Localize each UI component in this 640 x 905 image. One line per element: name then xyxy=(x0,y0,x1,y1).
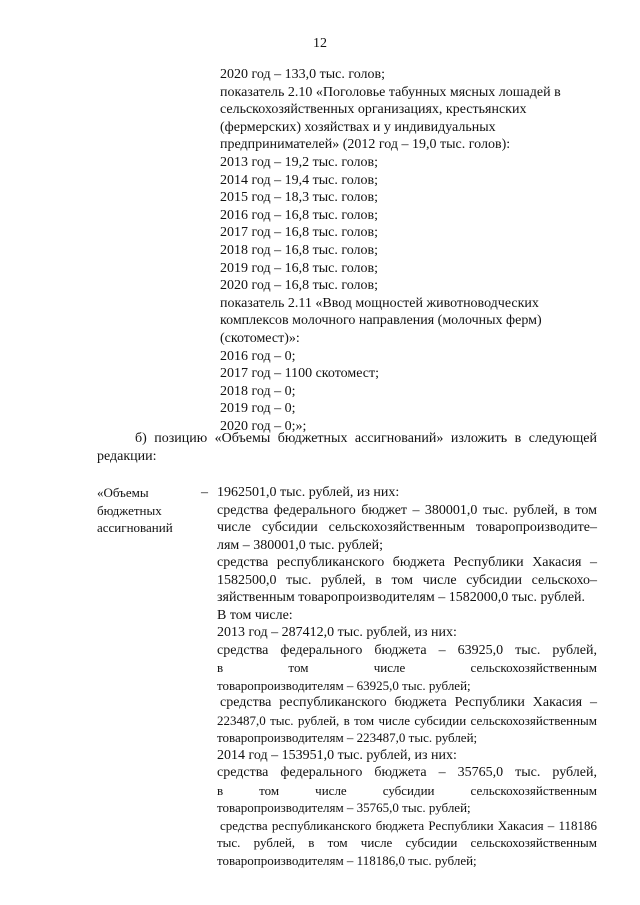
budget-label-line: бюджетных xyxy=(97,502,162,518)
budget-line: лям – 380001,0 тыс. рублей; xyxy=(217,537,384,553)
instruction-line: б) позицию «Объемы бюджетных ассигнований» изложить в следующей xyxy=(135,431,597,446)
budget-line: числе субсидии сельскохозяйственным товаропроизводите– xyxy=(217,520,597,535)
budget-line: средства республиканского бюджета Республики Хакасия – xyxy=(217,555,597,570)
indicator-line: 2016 год – 16,8 тыс. голов; xyxy=(220,207,379,223)
indicator-line: 2014 год – 19,4 тыс. голов; xyxy=(220,172,379,188)
budget-line: в том числе субсидии сельскохозяйственным xyxy=(217,782,597,798)
indicator-line: 2018 год – 0; xyxy=(220,383,296,399)
indicator-line: показатель 2.11 «Ввод мощностей животноводческих xyxy=(220,295,539,311)
indicator-line: 2019 год – 16,8 тыс. голов; xyxy=(220,260,379,276)
budget-line: товаропроизводителям – 63925,0 тыс. рублей; xyxy=(217,677,471,693)
instruction-line: редакции: xyxy=(97,448,157,464)
indicator-line: (скотомест)»: xyxy=(220,330,300,346)
indicator-line: сельскохозяйственных организациях, крестьянских xyxy=(220,102,527,118)
indicator-line: показатель 2.10 «Поголовье табунных мясных лошадей в xyxy=(220,84,561,100)
page-number: 12 xyxy=(313,36,327,51)
indicator-line: 2020 год – 0;»; xyxy=(220,418,307,434)
indicator-line: комплексов молочного направления (молочных ферм) xyxy=(220,313,542,329)
indicator-line: 2017 год – 16,8 тыс. голов; xyxy=(220,225,379,241)
indicator-line: 2015 год – 18,3 тыс. голов; xyxy=(220,190,379,206)
budget-line: зяйственным товаропроизводителям – 1582000,0 тыс. рублей. xyxy=(217,590,586,605)
budget-line: 1962501,0 тыс. рублей, из них: xyxy=(217,485,400,500)
budget-line: 2013 год – 287412,0 тыс. рублей, из них: xyxy=(217,625,457,640)
budget-line: товаропроизводителям – 223487,0 тыс. рублей; xyxy=(217,730,478,745)
indicator-line: 2019 год – 0; xyxy=(220,401,296,417)
indicator-line: 2016 год – 0; xyxy=(220,348,296,364)
indicator-line: предпринимателей» (2012 год – 19,0 тыс. голов): xyxy=(220,137,511,153)
budget-line: товаропроизводителям – 118186,0 тыс. рублей; xyxy=(217,852,477,868)
indicator-line: 2017 год – 1100 скотомест; xyxy=(220,366,380,382)
budget-line: 2014 год – 153951,0 тыс. рублей, из них: xyxy=(217,747,457,763)
budget-label-line: «Объемы xyxy=(97,485,149,500)
budget-label-line: ассигнований xyxy=(97,520,173,535)
budget-line: 1582500,0 тыс. рублей, в том числе субсидии сельскохо– xyxy=(217,572,597,588)
indicator-line: (фермерских) хозяйствах и у индивидуальных xyxy=(220,119,496,135)
indicator-line: 2013 год – 19,2 тыс. голов; xyxy=(220,154,379,170)
budget-dash: – xyxy=(201,485,208,500)
budget-line: товаропроизводителям – 35765,0 тыс. рублей; xyxy=(217,800,471,815)
budget-line: средства республиканского бюджета Республики Хакасия – 118186 xyxy=(220,817,597,833)
indicators-list xyxy=(220,66,580,435)
instruction-paragraph xyxy=(97,430,597,465)
budget-line: тыс. рублей, в том числе субсидии сельскохозяйственным xyxy=(217,835,597,850)
budget-line: в том числе сельскохозяйственным xyxy=(217,660,597,675)
budget-label xyxy=(97,484,197,537)
budget-line: средства федерального бюджет – 380001,0 тыс. рублей, в том xyxy=(217,502,597,518)
budget-content xyxy=(217,484,597,869)
indicator-line: 2020 год – 133,0 тыс. голов; xyxy=(220,67,386,82)
indicator-line: 2018 год – 16,8 тыс. голов; xyxy=(220,242,379,258)
budget-line: средства федерального бюджета – 63925,0 тыс. рублей, xyxy=(217,642,597,658)
budget-line: В том числе: xyxy=(217,607,293,623)
indicator-line: 2020 год – 16,8 тыс. голов; xyxy=(220,278,379,294)
budget-line: 223487,0 тыс. рублей, в том числе субсидии сельскохозяйственным xyxy=(217,712,597,728)
budget-line: средства республиканского бюджета Республики Хакасия – xyxy=(220,695,597,710)
budget-line: средства федерального бюджета – 35765,0 тыс. рублей, xyxy=(217,765,597,780)
